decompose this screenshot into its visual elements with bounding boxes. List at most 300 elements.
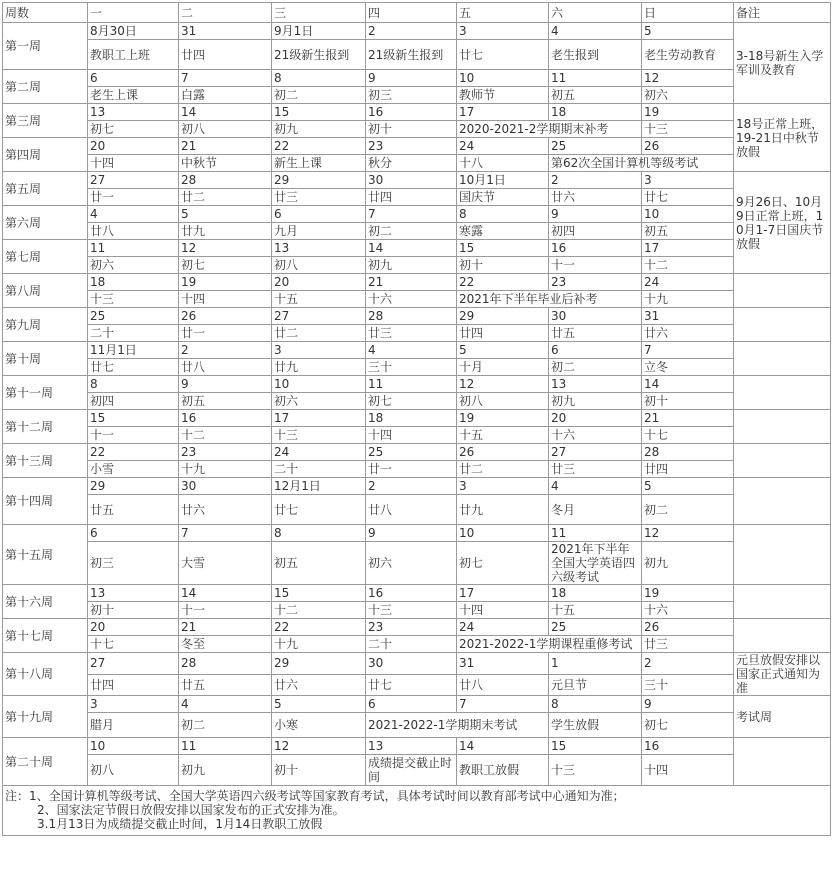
week-dates-row <box>3 696 831 713</box>
note-thu: 初三 <box>366 87 457 104</box>
date-fri: 31 <box>457 653 549 675</box>
week-dates-row <box>3 585 831 602</box>
note-mon: 腊月 <box>88 713 179 738</box>
date-fri: 3 <box>457 478 549 495</box>
date-mon: 11月1日 <box>88 342 179 359</box>
note-tue: 廿二 <box>179 189 272 206</box>
note-thu: 廿三 <box>366 325 457 342</box>
date-tue: 4 <box>179 696 272 713</box>
week-notes-row <box>3 291 831 308</box>
date-sun: 16 <box>642 738 734 755</box>
date-wed: 8 <box>272 525 366 542</box>
week-notes-row <box>3 602 831 619</box>
date-mon: 10 <box>88 738 179 755</box>
week-label: 第十一周 <box>3 376 88 410</box>
date-thu: 6 <box>366 696 457 713</box>
date-wed: 8 <box>272 70 366 87</box>
note-sun: 十三 <box>642 121 734 138</box>
note-tue: 大雪 <box>179 542 272 585</box>
date-wed: 15 <box>272 104 366 121</box>
date-sat: 11 <box>549 525 642 542</box>
date-thu: 28 <box>366 308 457 325</box>
header-day-wed: 三 <box>272 3 366 23</box>
date-fri: 3 <box>457 23 549 40</box>
week-label: 第十二周 <box>3 410 88 444</box>
week-notes-row <box>3 636 831 653</box>
note-tue: 初五 <box>179 393 272 410</box>
week-dates-row <box>3 738 831 755</box>
date-thu: 14 <box>366 240 457 257</box>
week-dates-row <box>3 525 831 542</box>
note-thu: 十六 <box>366 291 457 308</box>
note-wed: 十五 <box>272 291 366 308</box>
note-mon: 十一 <box>88 427 179 444</box>
date-mon: 18 <box>88 274 179 291</box>
date-mon: 13 <box>88 585 179 602</box>
date-thu: 7 <box>366 206 457 223</box>
date-fri: 26 <box>457 444 549 461</box>
footnote-line: 注：1、全国计算机等级考试、全国大学英语四六级考试等国家教育考试，具体考试时间以教育部考试中心通知为准； <box>5 789 625 803</box>
date-tue: 11 <box>179 738 272 755</box>
note-thu: 初六 <box>366 542 457 585</box>
note-thu: 成绩提交截止时间 <box>366 755 457 786</box>
note-sat: 初五 <box>549 87 642 104</box>
note-wed: 廿七 <box>272 495 366 525</box>
date-fri: 24 <box>457 619 549 636</box>
date-thu: 2 <box>366 478 457 495</box>
note-tue: 十一 <box>179 602 272 619</box>
note-sun: 十七 <box>642 427 734 444</box>
note-mon: 二十 <box>88 325 179 342</box>
date-fri: 19 <box>457 410 549 427</box>
note-mon: 初七 <box>88 121 179 138</box>
date-tue: 26 <box>179 308 272 325</box>
note-mon: 小雪 <box>88 461 179 478</box>
note-tue: 十二 <box>179 427 272 444</box>
note-sat: 2021年下半年全国大学英语四六级考试 <box>549 542 642 585</box>
date-sun: 19 <box>642 585 734 602</box>
week-dates-row <box>3 104 831 121</box>
week-notes-row <box>3 87 831 104</box>
date-fri: 10 <box>457 525 549 542</box>
date-thu: 4 <box>366 342 457 359</box>
date-sat: 15 <box>549 738 642 755</box>
date-mon: 27 <box>88 653 179 675</box>
date-sat: 4 <box>549 23 642 40</box>
footnote-row <box>3 786 831 836</box>
week-notes-row <box>3 542 831 585</box>
date-thu: 30 <box>366 172 457 189</box>
note-wed: 初十 <box>272 755 366 786</box>
note-wed: 初二 <box>272 87 366 104</box>
note-fri: 十月 <box>457 359 549 376</box>
date-tue: 7 <box>179 525 272 542</box>
date-tue: 30 <box>179 478 272 495</box>
note-wed: 九月 <box>272 223 366 240</box>
note-sat: 学生放假 <box>549 713 642 738</box>
note-tue: 十四 <box>179 291 272 308</box>
date-fri: 12 <box>457 376 549 393</box>
note-fri: 十四 <box>457 602 549 619</box>
date-wed: 13 <box>272 240 366 257</box>
date-sun: 2 <box>642 653 734 675</box>
note-fri: 初七 <box>457 542 549 585</box>
note-sat: 十三 <box>549 755 642 786</box>
note-sun: 三十 <box>642 674 734 696</box>
date-sat: 8 <box>549 696 642 713</box>
note-sun: 初二 <box>642 495 734 525</box>
date-thu: 2 <box>366 23 457 40</box>
note-tue: 廿八 <box>179 359 272 376</box>
week-dates-row <box>3 240 831 257</box>
note-sun: 廿三 <box>642 636 734 653</box>
note-fri: 十八 <box>457 155 549 172</box>
date-mon: 29 <box>88 478 179 495</box>
remark-empty <box>734 478 831 525</box>
date-tue: 28 <box>179 653 272 675</box>
date-thu: 25 <box>366 444 457 461</box>
date-thu: 23 <box>366 619 457 636</box>
note-sun: 廿七 <box>642 189 734 206</box>
week-dates-row <box>3 376 831 393</box>
note-mon: 教职工上班 <box>88 40 179 70</box>
note-thu: 初七 <box>366 393 457 410</box>
week-label: 第九周 <box>3 308 88 342</box>
date-fri: 29 <box>457 308 549 325</box>
remark-empty <box>734 376 831 410</box>
note-tue: 白露 <box>179 87 272 104</box>
note-tue: 初七 <box>179 257 272 274</box>
date-sat: 23 <box>549 274 642 291</box>
week-notes-row <box>3 461 831 478</box>
date-sun: 24 <box>642 274 734 291</box>
note-fri: 廿四 <box>457 325 549 342</box>
week-dates-row <box>3 619 831 636</box>
week-label: 第二周 <box>3 70 88 104</box>
date-sun: 17 <box>642 240 734 257</box>
note-thu: 廿一 <box>366 461 457 478</box>
date-wed: 10 <box>272 376 366 393</box>
remark-empty <box>734 444 831 478</box>
week-label: 第十四周 <box>3 478 88 525</box>
date-tue: 21 <box>179 619 272 636</box>
week-notes-row <box>3 755 831 786</box>
note-tue: 廿四 <box>179 40 272 70</box>
note-fri: 2021-2022-1学期课程重修考试 <box>457 636 642 653</box>
note-sat: 冬月 <box>549 495 642 525</box>
date-thu: 11 <box>366 376 457 393</box>
week-label: 第十八周 <box>3 653 88 696</box>
footnote <box>3 786 831 836</box>
date-sun: 28 <box>642 444 734 461</box>
note-sat: 廿六 <box>549 189 642 206</box>
note-thu: 廿四 <box>366 189 457 206</box>
week-label: 第八周 <box>3 274 88 308</box>
date-fri: 14 <box>457 738 549 755</box>
note-sun: 十六 <box>642 602 734 619</box>
week-dates-row <box>3 342 831 359</box>
note-sun: 廿四 <box>642 461 734 478</box>
date-tue: 28 <box>179 172 272 189</box>
date-tue: 14 <box>179 104 272 121</box>
date-tue: 16 <box>179 410 272 427</box>
note-mon: 十四 <box>88 155 179 172</box>
date-tue: 5 <box>179 206 272 223</box>
date-sun: 12 <box>642 70 734 87</box>
date-mon: 25 <box>88 308 179 325</box>
note-mon: 十七 <box>88 636 179 653</box>
date-sun: 26 <box>642 138 734 155</box>
date-fri: 10月1日 <box>457 172 549 189</box>
note-thu: 初九 <box>366 257 457 274</box>
week-label: 第十周 <box>3 342 88 376</box>
note-wed: 初八 <box>272 257 366 274</box>
date-tue: 21 <box>179 138 272 155</box>
date-mon: 20 <box>88 619 179 636</box>
date-fri: 24 <box>457 138 549 155</box>
date-sun: 12 <box>642 525 734 542</box>
note-sun: 老生劳动教育 <box>642 40 734 70</box>
week-dates-row <box>3 274 831 291</box>
note-mon: 廿五 <box>88 495 179 525</box>
remark-empty <box>734 525 831 585</box>
week-notes-row <box>3 393 831 410</box>
remark-cell: 9月26日、10月9日正常上班，10月1-7日国庆节放假 <box>734 172 831 274</box>
date-thu: 16 <box>366 104 457 121</box>
note-tue: 廿九 <box>179 223 272 240</box>
date-mon: 13 <box>88 104 179 121</box>
date-sat: 2 <box>549 172 642 189</box>
date-wed: 3 <box>272 342 366 359</box>
date-fri: 17 <box>457 585 549 602</box>
date-sun: 7 <box>642 342 734 359</box>
note-mon: 廿一 <box>88 189 179 206</box>
date-sun: 26 <box>642 619 734 636</box>
date-sat: 1 <box>549 653 642 675</box>
date-sat: 27 <box>549 444 642 461</box>
date-wed: 29 <box>272 172 366 189</box>
date-mon: 4 <box>88 206 179 223</box>
date-tue: 14 <box>179 585 272 602</box>
date-sat: 6 <box>549 342 642 359</box>
date-fri: 10 <box>457 70 549 87</box>
note-sat: 元旦节 <box>549 674 642 696</box>
date-wed: 12 <box>272 738 366 755</box>
week-notes-row <box>3 427 831 444</box>
date-wed: 12月1日 <box>272 478 366 495</box>
note-thu: 二十 <box>366 636 457 653</box>
remark-empty <box>734 308 831 342</box>
note-sat: 初四 <box>549 223 642 240</box>
note-thu: 廿七 <box>366 674 457 696</box>
week-dates-row <box>3 653 831 675</box>
date-mon: 6 <box>88 70 179 87</box>
date-sat: 18 <box>549 104 642 121</box>
date-mon: 22 <box>88 444 179 461</box>
date-wed: 6 <box>272 206 366 223</box>
date-tue: 9 <box>179 376 272 393</box>
week-notes-row <box>3 257 831 274</box>
note-fri: 廿七 <box>457 40 549 70</box>
note-mon: 十三 <box>88 291 179 308</box>
note-sun: 十九 <box>642 291 734 308</box>
note-thu: 2021-2022-1学期期末考试 <box>366 713 549 738</box>
date-sun: 5 <box>642 23 734 40</box>
date-sat: 25 <box>549 619 642 636</box>
remark-empty <box>734 410 831 444</box>
week-label: 第一周 <box>3 23 88 70</box>
week-dates-row <box>3 478 831 495</box>
week-dates-row <box>3 23 831 40</box>
week-label: 第十九周 <box>3 696 88 738</box>
date-tue: 2 <box>179 342 272 359</box>
remark-cell: 考试周 <box>734 696 831 738</box>
week-dates-row <box>3 172 831 189</box>
date-mon: 27 <box>88 172 179 189</box>
note-sat: 初二 <box>549 359 642 376</box>
date-wed: 24 <box>272 444 366 461</box>
note-fri: 廿九 <box>457 495 549 525</box>
note-sun: 初七 <box>642 713 734 738</box>
date-tue: 19 <box>179 274 272 291</box>
week-dates-row <box>3 308 831 325</box>
header-day-mon: 一 <box>88 3 179 23</box>
week-label: 第十六周 <box>3 585 88 619</box>
note-wed: 廿六 <box>272 674 366 696</box>
note-fri: 2020-2021-2学期期末补考 <box>457 121 642 138</box>
note-wed: 十二 <box>272 602 366 619</box>
week-dates-row <box>3 444 831 461</box>
note-mon: 初四 <box>88 393 179 410</box>
date-mon: 3 <box>88 696 179 713</box>
note-fri: 教职工放假 <box>457 755 549 786</box>
note-wed: 新生上课 <box>272 155 366 172</box>
date-fri: 22 <box>457 274 549 291</box>
note-fri: 廿二 <box>457 461 549 478</box>
date-wed: 29 <box>272 653 366 675</box>
date-fri: 8 <box>457 206 549 223</box>
date-sat: 13 <box>549 376 642 393</box>
note-sat: 廿五 <box>549 325 642 342</box>
date-sat: 11 <box>549 70 642 87</box>
note-fri: 国庆节 <box>457 189 549 206</box>
date-sat: 30 <box>549 308 642 325</box>
date-tue: 12 <box>179 240 272 257</box>
week-notes-row <box>3 359 831 376</box>
note-mon: 初六 <box>88 257 179 274</box>
date-tue: 23 <box>179 444 272 461</box>
week-label: 第四周 <box>3 138 88 172</box>
week-label: 第十七周 <box>3 619 88 653</box>
week-label: 第十三周 <box>3 444 88 478</box>
date-thu: 9 <box>366 70 457 87</box>
note-mon: 廿八 <box>88 223 179 240</box>
date-wed: 27 <box>272 308 366 325</box>
date-fri: 17 <box>457 104 549 121</box>
week-notes-row <box>3 189 831 206</box>
note-wed: 十九 <box>272 636 366 653</box>
note-wed: 廿三 <box>272 189 366 206</box>
note-mon: 初八 <box>88 755 179 786</box>
date-thu: 30 <box>366 653 457 675</box>
note-wed: 初五 <box>272 542 366 585</box>
date-sat: 4 <box>549 478 642 495</box>
date-wed: 22 <box>272 138 366 155</box>
note-wed: 初九 <box>272 121 366 138</box>
header-row <box>3 3 831 23</box>
week-notes-row <box>3 713 831 738</box>
note-tue: 十九 <box>179 461 272 478</box>
remark-cell: 18号正常上班，19-21日中秋节放假 <box>734 104 831 172</box>
remark-cell: 元旦放假安排以国家正式通知为准 <box>734 653 831 696</box>
note-wed: 十三 <box>272 427 366 444</box>
note-tue: 初二 <box>179 713 272 738</box>
week-dates-row <box>3 410 831 427</box>
date-mon: 6 <box>88 525 179 542</box>
note-sun: 立冬 <box>642 359 734 376</box>
note-tue: 中秋节 <box>179 155 272 172</box>
note-tue: 初九 <box>179 755 272 786</box>
week-label: 第七周 <box>3 240 88 274</box>
date-fri: 7 <box>457 696 549 713</box>
note-thu: 三十 <box>366 359 457 376</box>
date-sat: 20 <box>549 410 642 427</box>
note-thu: 初二 <box>366 223 457 240</box>
note-sun: 十二 <box>642 257 734 274</box>
date-sat: 18 <box>549 585 642 602</box>
note-sun: 十四 <box>642 755 734 786</box>
note-tue: 廿五 <box>179 674 272 696</box>
note-tue: 廿六 <box>179 495 272 525</box>
week-dates-row <box>3 206 831 223</box>
note-fri: 2021年下半年毕业后补考 <box>457 291 642 308</box>
footnote-line: 2、国家法定节假日放假安排以国家发布的正式安排为准。 <box>37 803 345 817</box>
date-sun: 10 <box>642 206 734 223</box>
date-tue: 7 <box>179 70 272 87</box>
note-thu: 秋分 <box>366 155 457 172</box>
week-label: 第三周 <box>3 104 88 138</box>
date-thu: 16 <box>366 585 457 602</box>
date-thu: 13 <box>366 738 457 755</box>
note-sat: 十一 <box>549 257 642 274</box>
date-thu: 18 <box>366 410 457 427</box>
footnote-line: 3.1月13日为成绩提交截止时间，1月14日教职工放假 <box>37 817 323 831</box>
date-wed: 17 <box>272 410 366 427</box>
date-sun: 31 <box>642 308 734 325</box>
remark-empty <box>734 619 831 653</box>
week-dates-row <box>3 138 831 155</box>
header-week: 周数 <box>3 3 88 23</box>
note-thu: 廿八 <box>366 495 457 525</box>
note-wed: 廿二 <box>272 325 366 342</box>
note-fri: 教师节 <box>457 87 549 104</box>
note-sun: 初九 <box>642 542 734 585</box>
header-day-sun: 日 <box>642 3 734 23</box>
date-sun: 5 <box>642 478 734 495</box>
date-wed: 9月1日 <box>272 23 366 40</box>
date-mon: 15 <box>88 410 179 427</box>
note-sun: 初五 <box>642 223 734 240</box>
header-remark: 备注 <box>734 3 831 23</box>
note-fri: 寒露 <box>457 223 549 240</box>
week-label: 第六周 <box>3 206 88 240</box>
note-sun: 初十 <box>642 393 734 410</box>
note-mon: 廿四 <box>88 674 179 696</box>
note-sat: 十六 <box>549 427 642 444</box>
note-mon: 廿七 <box>88 359 179 376</box>
header-day-fri: 五 <box>457 3 549 23</box>
date-wed: 5 <box>272 696 366 713</box>
